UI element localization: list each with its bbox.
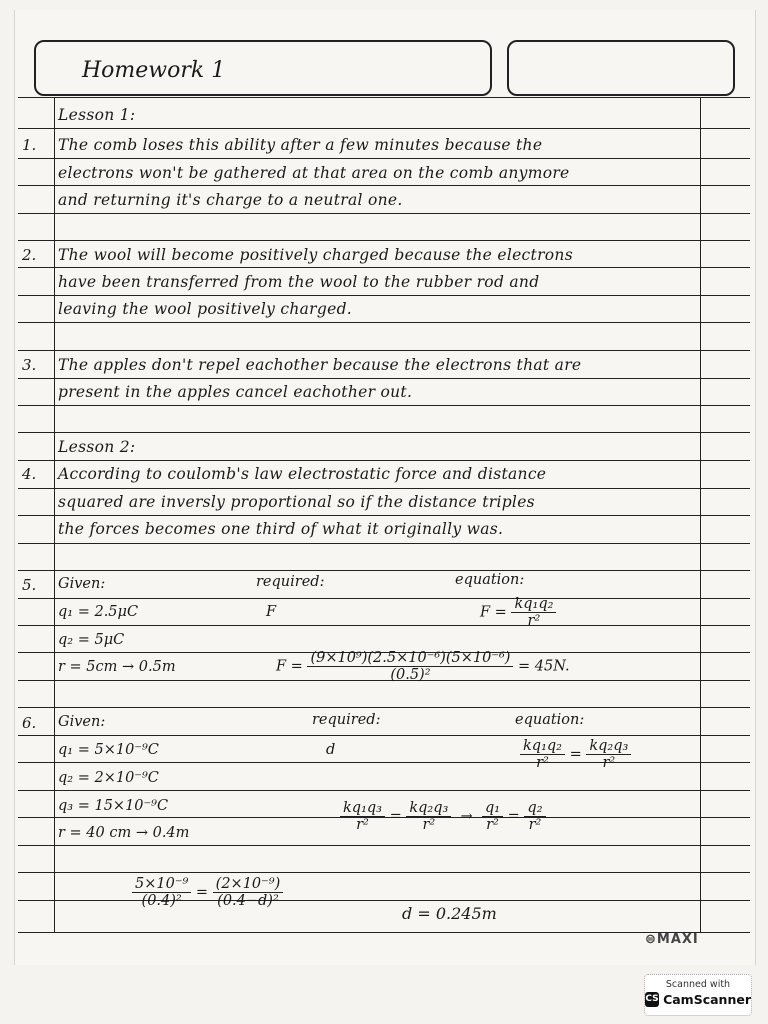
q1-line-3: and returning it's charge to a neutral one. <box>58 191 403 209</box>
q6-given-q1: q₁ = 5×10⁻⁹C <box>58 742 159 758</box>
ruled-line <box>18 790 750 791</box>
q5-equation-fraction <box>511 596 556 629</box>
q5-required-label: required: <box>256 574 325 590</box>
ruled-line <box>18 598 750 599</box>
q1-line-2: electrons won't be gathered at that area on the comb anymore <box>58 164 570 182</box>
q6-eq1-frac-b <box>586 738 631 771</box>
q1-line-1: The comb loses this ability after a few minutes because the <box>58 136 543 154</box>
lesson2-heading: Lesson 2: <box>58 438 136 456</box>
q6-equation-1: $\frac{\text{kq₁q₂}}{\text{r²}}$ = $\frac{\text{kq₂q₃}}{\text{r²}}$ <box>520 738 631 771</box>
q2-line-2: have been transferred from the wool to the rubber rod and <box>58 273 540 291</box>
q6-eq2-den-a: r² <box>356 817 369 833</box>
q3-line-1: The apples don't repel eachother because the electrons that are <box>58 356 582 374</box>
q6-final-den-a: (0.4)² <box>141 893 182 909</box>
ruled-line <box>18 97 750 98</box>
q6-eq2-den-b: r² <box>422 817 436 833</box>
q4-line-2: squared are inversly proportional so if the distance triples <box>58 493 535 511</box>
maxi-logo-icon: ⊜ <box>645 932 657 947</box>
q5-equation-num: kq₁q₂ <box>511 596 556 613</box>
q5-equation-label: equation: <box>455 572 525 588</box>
ruled-line <box>18 515 750 516</box>
camscanner-badge <box>644 974 752 1016</box>
q6-final-frac-a <box>132 876 191 909</box>
q6-required-label: required: <box>312 712 381 728</box>
q6-eq1-frac-a <box>520 738 565 771</box>
q6-eq1-den-b: r² <box>602 755 616 771</box>
ruled-line <box>18 488 750 489</box>
camscanner-brand <box>645 992 751 1007</box>
q6-equation-2: $\frac{\text{kq₁q₃}}{\text{r²}}$ = $\frac{\text{kq₂q₃}}{\text{r²}}$ → $\frac{\text{q₁}}{\text{r²}}$ = $\frac{\text{q₂}}{\text{r²}}$ <box>340 800 546 833</box>
left-margin-line <box>54 97 55 933</box>
q6-given-q3: q₃ = 15×10⁻⁹C <box>58 798 169 814</box>
q5-equation <box>480 596 556 629</box>
ruled-line <box>18 378 750 379</box>
q6-eq3-num-b: q₂ <box>524 800 545 817</box>
ruled-line <box>18 240 750 241</box>
q6-final-frac-b <box>213 876 284 909</box>
ruled-line <box>18 322 750 323</box>
q6-eq3-num-a: q₁ <box>482 800 503 817</box>
q6-given-r: r = 40 cm → 0.4m <box>58 825 190 841</box>
q6-eq3-frac-b <box>524 800 545 833</box>
q6-eq3-den-b: r² <box>528 817 542 833</box>
ruled-line <box>18 872 750 873</box>
q6-eq2-num-b: kq₂q₃ <box>406 800 451 817</box>
q6-eq3-frac-a <box>482 800 503 833</box>
q6-number: 6. <box>22 714 37 732</box>
ruled-line <box>18 762 750 763</box>
camscanner-name: CamScanner <box>663 992 751 1007</box>
q4-number: 4. <box>22 465 37 483</box>
q6-eq2-num-a: kq₁q₃ <box>340 800 385 817</box>
q6-given-label: Given: <box>58 714 106 730</box>
q5-calc-num: (9×10⁹)(2.5×10⁻⁶)(5×10⁻⁶) <box>307 650 513 667</box>
q5-calculation <box>276 650 570 683</box>
q2-number: 2. <box>22 246 37 264</box>
ruled-line <box>18 295 750 296</box>
maxi-text: MAXI <box>656 932 699 947</box>
notebook-brand-watermark <box>645 932 699 947</box>
ruled-line <box>18 128 750 129</box>
right-margin-line <box>700 97 701 933</box>
ruled-line <box>18 735 750 736</box>
q6-answer: d = 0.245m <box>402 904 497 923</box>
q6-given-q2: q₂ = 2×10⁻⁹C <box>58 770 159 786</box>
ruled-line <box>18 543 750 544</box>
ruled-line <box>18 900 750 901</box>
q5-calc-fraction <box>307 650 513 683</box>
q5-calc-lhs: F = <box>276 658 303 675</box>
q6-required-value: d <box>326 742 336 758</box>
q5-required-value: F <box>266 604 277 620</box>
q3-line-2: present in the apples cancel eachother out. <box>58 383 413 401</box>
q6-final-den-b: (0.4−d)² <box>217 893 279 909</box>
q5-calc-result: = 45N. <box>518 658 570 675</box>
ruled-line <box>18 185 750 186</box>
q6-eq1-num-a: kq₁q₂ <box>520 738 565 755</box>
q6-eq1-den-a: r² <box>536 755 549 771</box>
q2-line-1: The wool will become positively charged because the electrons <box>58 246 573 264</box>
ruled-line <box>18 845 750 846</box>
ruled-line <box>18 707 750 708</box>
q6-equation-label: equation: <box>515 712 585 728</box>
q6-eq1-num-b: kq₂q₃ <box>586 738 631 755</box>
q6-final-equation: $\frac{\text{5×10⁻⁹}}{\text{(0.4)²}}$ = $\frac{\text{(2×10⁻⁹)}}{\text{(0.4−d)²}}$ <box>132 876 283 909</box>
q1-number: 1. <box>22 136 37 154</box>
camscanner-logo-icon: CS <box>645 992 659 1007</box>
q5-number: 5. <box>22 576 37 594</box>
page-title: Homework 1 <box>82 58 226 83</box>
ruled-line <box>18 267 750 268</box>
q5-calc-den: (0.5)² <box>390 667 431 683</box>
q3-number: 3. <box>22 356 37 374</box>
q2-line-3: leaving the wool positively charged. <box>58 300 353 318</box>
ruled-line <box>18 932 750 933</box>
ruled-line <box>18 405 750 406</box>
q5-equation-den: r² <box>527 613 541 629</box>
ruled-line <box>18 432 750 433</box>
scanned-with-text: Scanned with <box>665 979 731 990</box>
q5-given-r: r = 5cm → 0.5m <box>58 659 176 675</box>
q6-eq2-frac-b <box>406 800 451 833</box>
q5-given-q1: q₁ = 2.5μC <box>58 604 139 620</box>
ruled-line <box>18 350 750 351</box>
ruled-line <box>18 158 750 159</box>
date-box <box>507 40 735 96</box>
ruled-line <box>18 460 750 461</box>
q4-line-3: the forces becomes one third of what it originally was. <box>58 520 504 538</box>
ruled-line <box>18 625 750 626</box>
q4-line-1: According to coulomb's law electrostatic force and distance <box>58 465 547 483</box>
q5-given-label: Given: <box>58 576 106 592</box>
ruled-line <box>18 570 750 571</box>
q6-final-num-a: 5×10⁻⁹ <box>132 876 191 893</box>
q6-final-num-b: (2×10⁻⁹) <box>213 876 284 893</box>
lesson1-heading: Lesson 1: <box>58 106 136 124</box>
q5-equation-lhs: F = <box>480 604 507 621</box>
q5-given-q2: q₂ = 5μC <box>58 632 125 648</box>
q6-eq3-den-a: r² <box>486 817 499 833</box>
ruled-line <box>18 213 750 214</box>
q6-eq2-frac-a <box>340 800 385 833</box>
